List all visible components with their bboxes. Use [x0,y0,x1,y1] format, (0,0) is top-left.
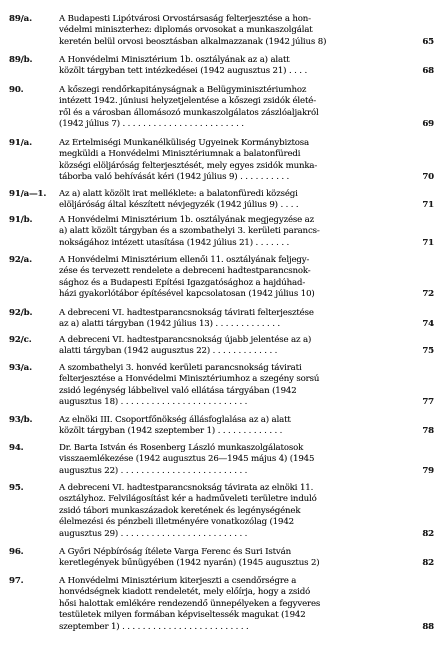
entry-line: közölt tárgyban (1942 szeptember 1) . . . . . . . . . . . . . [59,426,283,437]
entry-text [59,215,399,249]
entry-line: A kőszegi rendőrkapitányságnak a Belügyminisztériumhoz [59,85,307,95]
entry-line: zsidó legénység lábbelivel való ellátása tárgyában (1942 [59,385,297,396]
entry-line: intézett 1942. júniusi helyzetjelentése a kőszegi zsidók életé- [59,96,316,107]
entry-line: alatti tárgyban (1942 augusztus 22) . . . . . . . . . . . . . [59,346,278,357]
entry-text [59,483,399,540]
entry-line: A Honvédelmi Minisztérium kiterjeszti a csendőrségre a [59,576,297,586]
entry-number: 97. [9,576,24,586]
entry-line: az a) alatti tárgyban (1942 július 13) . . . . . . . . . . . . . [59,319,280,330]
entry-page-number: 72 [422,289,434,300]
entry-line: ről és a városban állomásozó munkaszolgálatos zászlóaljakról [59,107,319,118]
entry-line: táborba való behívását kéri (1942 július 9) . . . . . . . . . . [59,172,290,183]
entry-line: keretlegények bűnügyében (1942 nyarán) (1945 augusztus 2) [59,558,320,569]
entry-page-number: 77 [422,397,434,408]
entry-line: A debreceni VI. hadtestparancsnokság távirati felterjesztése [59,308,314,318]
entry-line: A Győri Népbíróság ítélete Varga Ferenc és Suri István [59,547,291,557]
entry-line: Az Értelmiségi Munkanélküliség Ügyeinek Kormánybiztosa [59,138,310,148]
entry-page-number: 82 [422,528,434,539]
entry-number: 90. [9,85,24,95]
entry-text [59,189,399,212]
entry-page-number: 82 [422,558,434,569]
entry-number: 91/a. [9,138,32,148]
entry-line: nokságához intézett utasítása (1942 július 21) . . . . . . . [59,237,290,248]
entry-line: (1942 július 7) . . . . . . . . . . . . . . . . . . . . . . . . [59,119,244,130]
entry-text [59,14,399,48]
entry-line: osztályhoz. Felvilágosítást kér a hadműveleti területre induló [59,494,317,505]
entry-line: A szombathelyi 3. honvéd kerületi parancsnokság távirati [59,363,302,373]
entry-line: augusztus 29) . . . . . . . . . . . . . . . . . . . . . . . . . [59,528,248,539]
entry-line: védelmi miniszterhez: diplomás orvosokat a munkaszolgálat [59,25,313,36]
entry-line: augusztus 18) . . . . . . . . . . . . . . . . . . . . . . . . . [59,397,248,408]
entry-text [59,415,399,438]
entry-number: 89/a. [9,14,32,24]
entry-number: 92/b. [9,308,33,318]
entry-line: községi elöljáróság felterjesztését, mely egyes zsidók munka- [59,160,318,171]
entry-line: augusztus 22) . . . . . . . . . . . . . . . . . . . . . . . . . [59,465,248,476]
entry-line: Az elnöki III. Csoportfőnökség állásfoglalása az a) alatt [59,415,291,425]
entry-text [59,255,399,301]
entry-line: Az a) alatt közölt irat melléklete: a balatonfüredi községi [59,189,298,199]
entry-page-number: 69 [422,119,434,130]
entry-line: megküldi a Honvédelmi Minisztériumnak a balatonfüredi [59,149,301,160]
entry-page-number: 71 [422,200,434,211]
entry-page-number: 79 [422,465,434,476]
entry-line: elöljáróság által készített névjegyzék (1942 július 9) . . . . [59,200,299,211]
entry-line: közölt tárgyban tett intézkedései (1942 augusztus 21) . . . . [59,66,308,77]
entry-line: A Honvédelmi Minisztérium 1b. osztályának az a) alatt [59,55,290,65]
entry-number: 92/c. [9,335,32,345]
entry-page-number: 78 [422,426,434,437]
entry-page-number: 75 [422,346,434,357]
entry-line: testületek milyen formában képviseltessék magukat (1942 [59,610,306,621]
entry-text [59,138,399,184]
entry-number: 92/a. [9,255,32,265]
entry-page-number: 68 [422,66,434,77]
entry-line: A Budapesti Lipótvárosi Orvostársaság felterjesztése a hon- [59,14,311,24]
entry-text [59,85,399,131]
entry-text [59,335,399,358]
entry-page-number: 65 [422,36,434,47]
entry-text [59,443,399,477]
entry-page-number: 88 [422,621,434,632]
entry-text [59,55,399,78]
entry-number: 89/b. [9,55,33,65]
entry-line: hősi halottak emlékére rendezendő ünnepélyeken a fegyveres [59,598,321,609]
entry-number: 93/b. [9,415,33,425]
entry-text [59,363,399,409]
entry-line: Dr. Barta István és Rosenberg László munkaszolgálatosok [59,443,304,453]
entry-number: 93/a. [9,363,32,373]
entry-line: visszaemlékezése (1942 augusztus 26—1945 május 4) (1945 [59,454,315,465]
entry-text [59,308,399,331]
entry-line: keretén belül orvosi beosztásban alkalmazzanak (1942 július 8) [59,36,327,47]
entry-line: A Honvédelmi Minisztérium ellenői 11. osztályának feljegy- [59,255,310,265]
entry-line: szeptember 1) . . . . . . . . . . . . . . . . . . . . . . . . . [59,621,249,632]
entry-line: élelmezési és pénzbeli illetményére vonatkozólag (1942 [59,517,294,528]
entry-line: zsidó tábori munkaszázadok keretének és legénységének [59,505,301,516]
entry-number: 96. [9,547,24,557]
entry-page-number: 70 [422,172,434,183]
entry-line: A Honvédelmi Minisztérium 1b. osztályának megjegyzése az [59,215,315,225]
entry-line: felterjesztése a Honvédelmi Minisztériumhoz a szegény sorsú [59,374,320,385]
entry-page-number: 71 [422,237,434,248]
entry-number: 91/b. [9,215,33,225]
entry-line: honvédségnek kiadott rendeletét, mely előírja, hogy a zsidó [59,587,311,598]
entry-text [59,576,399,633]
entry-line: a) alatt közölt tárgyban és a szombathelyi 3. kerületi parancs- [59,226,320,237]
entry-line: A debreceni VI. hadtestparancsnokság távirata az elnöki 11. [59,483,314,493]
entry-number: 94. [9,443,24,453]
entry-line: zése és tervezett rendelete a debreceni hadtestparancsnok- [59,266,311,277]
entry-text [59,547,399,570]
entry-line: A debreceni VI. hadtestparancsnokság újabb jelentése az a) [59,335,312,345]
entry-number: 91/a—1. [9,189,47,199]
entry-number: 95. [9,483,24,493]
entry-line: sághoz és a Budapesti Építési Igazgatósághoz a hajdúhad- [59,277,306,288]
entry-line: házi gyakorlótábor építésével kapcsolatosan (1942 július 10) [59,289,315,300]
entry-page-number: 74 [422,319,434,330]
